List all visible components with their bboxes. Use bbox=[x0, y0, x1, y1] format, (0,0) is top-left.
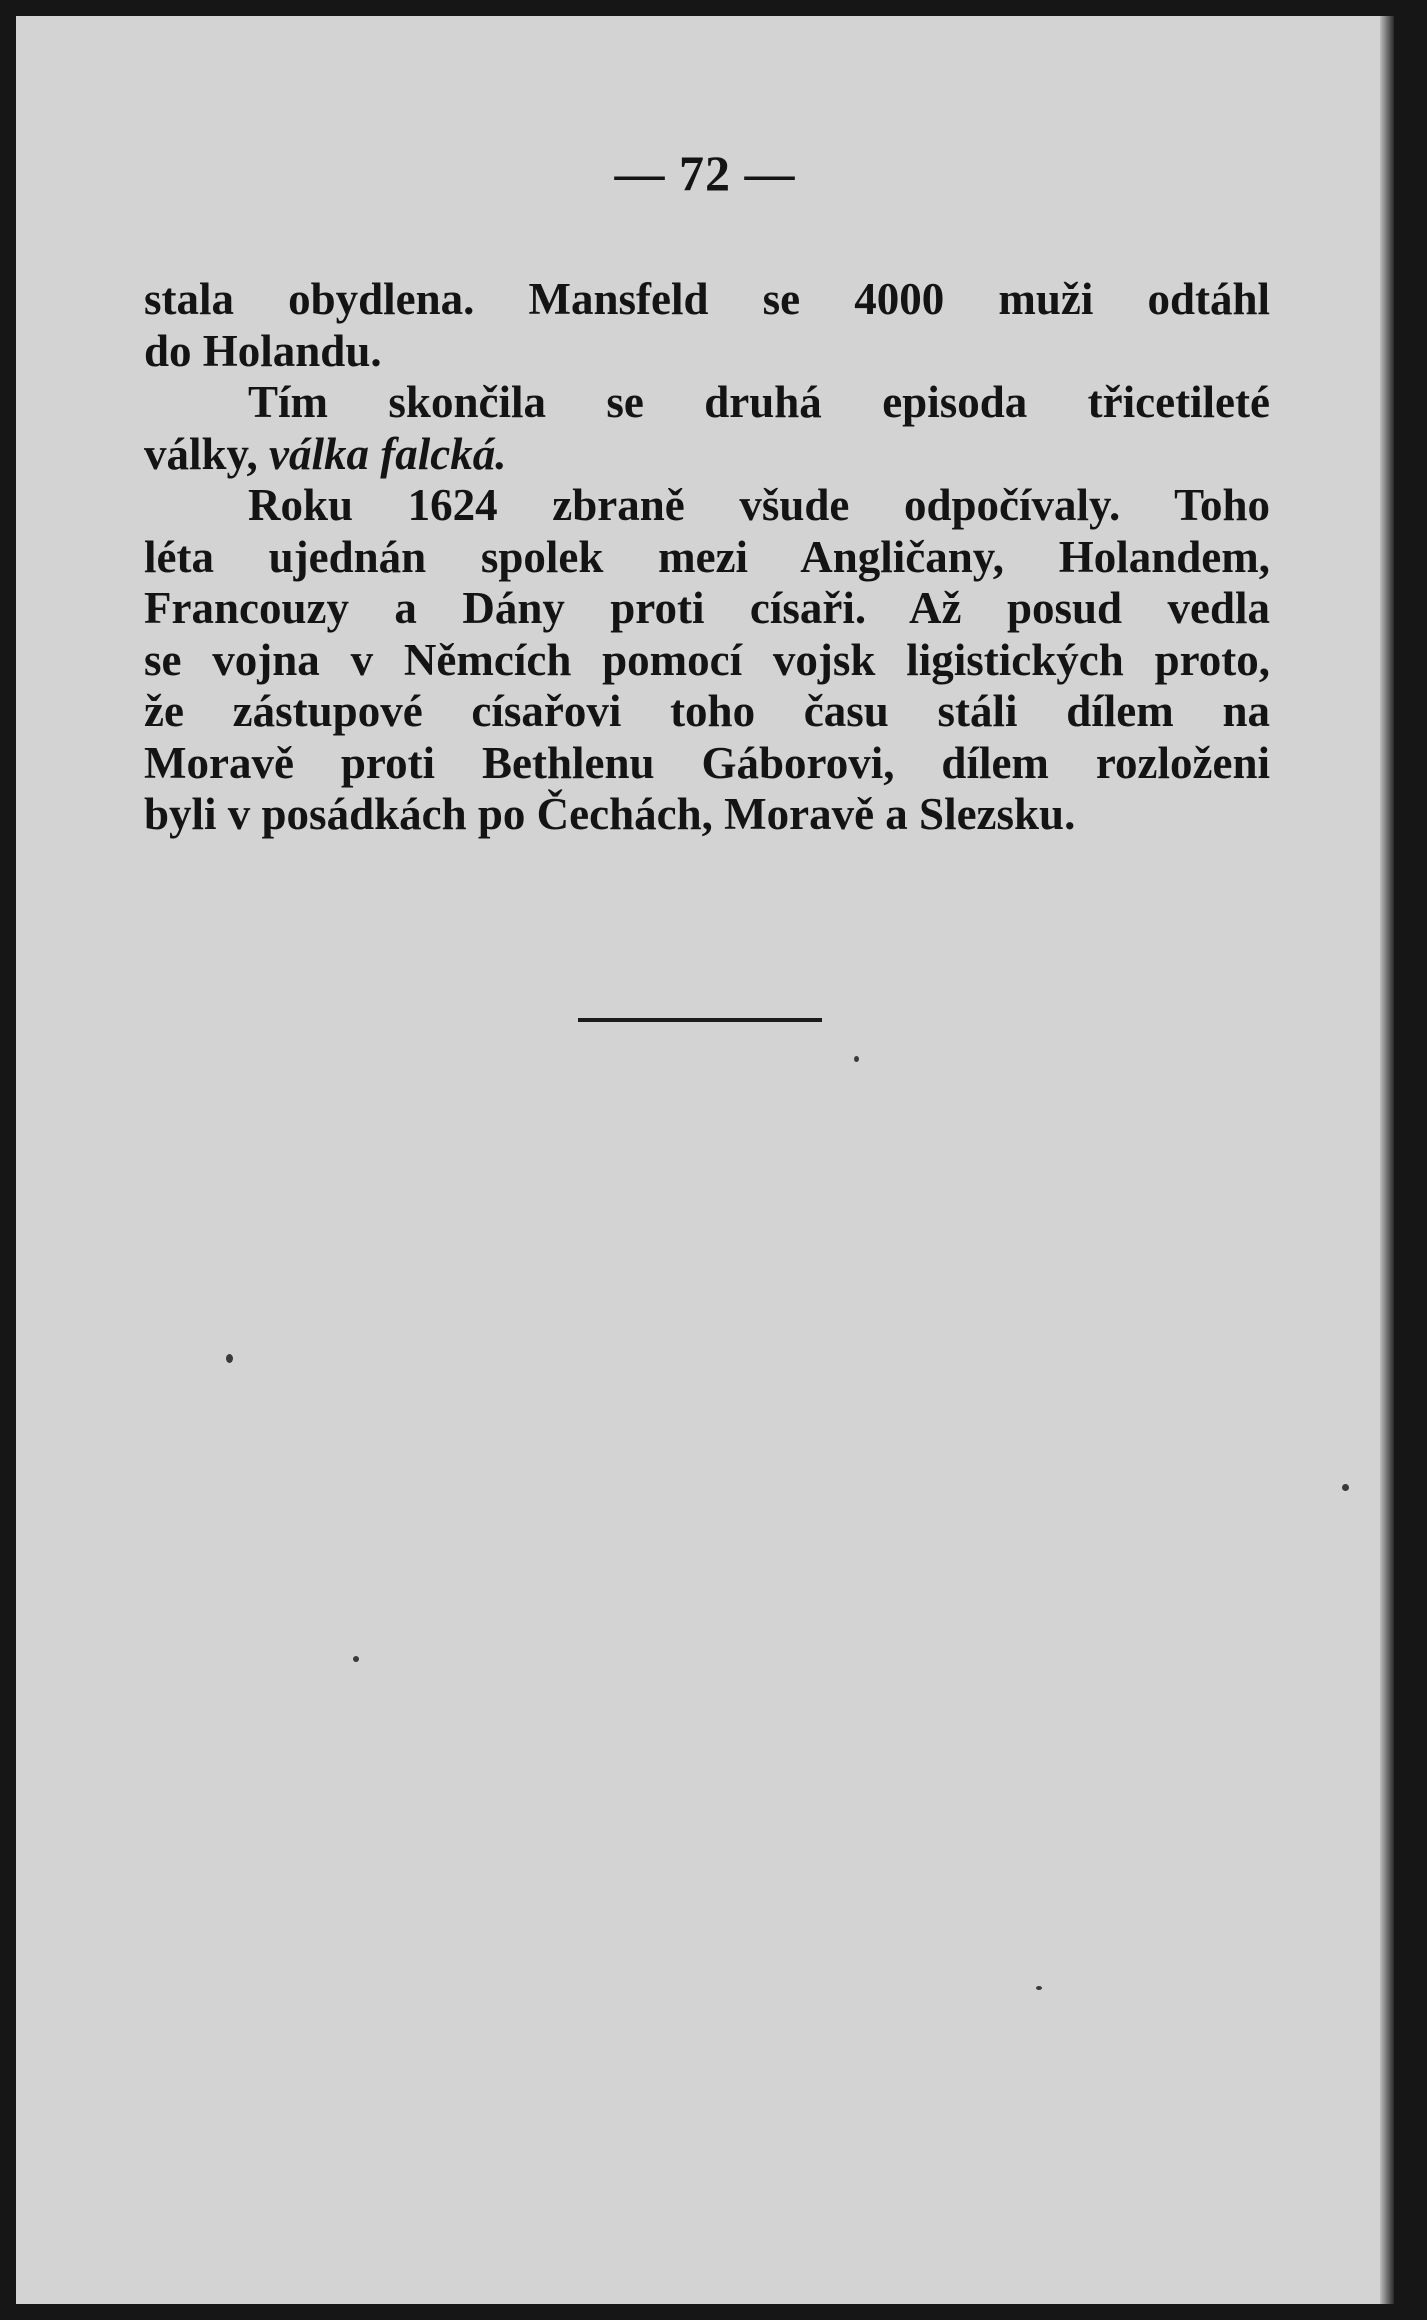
text-line-with-italic bbox=[144, 429, 1270, 481]
body-text bbox=[144, 274, 1270, 841]
text-line: do Holandu. bbox=[144, 325, 382, 376]
text-line: Tím skončila se druhá episoda třicetileté bbox=[248, 377, 1270, 427]
paper-speck bbox=[1342, 1484, 1349, 1491]
text-line: Francouzy a Dány proti císaři. Až posud vedla bbox=[144, 583, 1270, 633]
paper-speck bbox=[854, 1056, 859, 1062]
text-line: že zástupové císařovi toho času stáli dílem na bbox=[144, 686, 1270, 736]
paper-speck bbox=[226, 1354, 233, 1363]
text-line: byli v posádkách po Čechách, Moravě a Slezsku. bbox=[144, 789, 1076, 839]
italic-phrase: válka falcká. bbox=[269, 428, 507, 479]
text-line: léta ujednán spolek mezi Angličany, Holandem, bbox=[144, 531, 1270, 582]
paper-speck bbox=[1036, 1986, 1042, 1990]
page-number: — 72 — bbox=[614, 145, 796, 201]
section-divider-rule bbox=[578, 1018, 822, 1022]
scanned-page bbox=[16, 16, 1394, 2304]
text-line: se vojna v Němcích pomocí vojsk ligistických proto, bbox=[144, 634, 1270, 685]
page-edge-shadow bbox=[1380, 16, 1394, 2304]
text-line: Roku 1624 zbraně všude odpočívaly. Toho bbox=[248, 480, 1270, 530]
paper-speck bbox=[353, 1656, 359, 1662]
text-line: stala obydlena. Mansfeld se 4000 muži odtáhl bbox=[144, 274, 1270, 324]
text-line: Moravě proti Bethlenu Gáborovi, dílem rozloženi bbox=[144, 737, 1270, 788]
text-segment: války, bbox=[144, 428, 258, 479]
